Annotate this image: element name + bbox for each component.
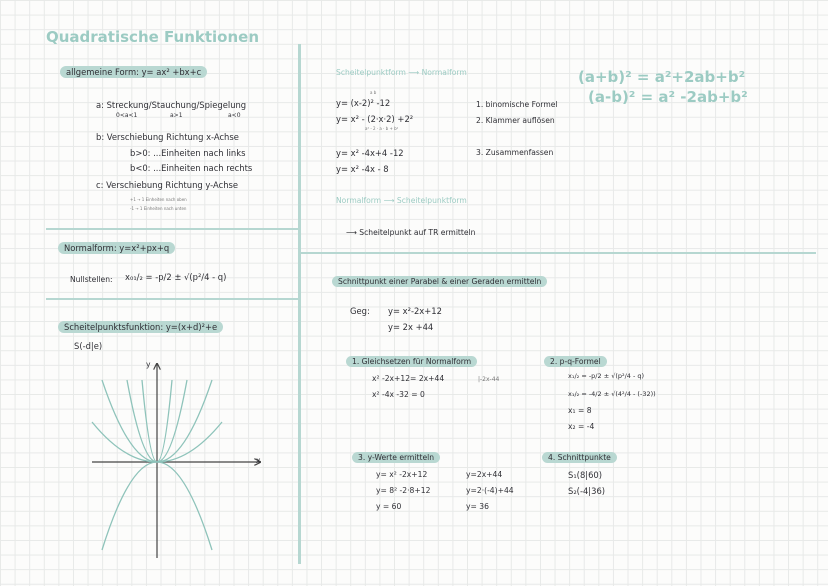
- eq3: y= x² -4x+4 -12: [336, 148, 404, 158]
- y-left-3: y = 60: [376, 502, 402, 511]
- c-note-2: -1 → 1 Einheiten nach unten: [130, 206, 187, 211]
- step-1: 1. binomische Formel: [476, 100, 558, 109]
- normal-form-label: Normalform: y=x²+px+q: [58, 242, 175, 254]
- heading-normal-to-vertex: Normalform ⟶ Scheitelpunktform: [336, 196, 467, 205]
- a-range-1: 0<a<1: [116, 112, 138, 119]
- binom-1: (a+b)² = a²+2ab+b²: [578, 68, 746, 86]
- step-equate-note: |-2x-44: [478, 376, 500, 383]
- b-neg: b<0: ...Einheiten nach rechts: [130, 163, 253, 173]
- binom-2: (a-b)² = a² -2ab+b²: [588, 88, 748, 106]
- pq-row-4: x₂ = -4: [568, 422, 595, 431]
- step-y-label: 3. y-Werte ermitteln: [352, 452, 440, 463]
- b-line: b: Verschiebung Richtung x-Achse: [96, 132, 239, 142]
- y-left-1: y= x² -2x+12: [376, 470, 428, 479]
- general-form-label: allgemeine Form: y= ax² +bx+c: [60, 66, 207, 78]
- pq-row-1: x₁/₂ = -p/2 ± √(p²/4 - q): [568, 372, 645, 380]
- eq1-marks: a b: [370, 90, 377, 95]
- step-equate-label: 1. Gleichsetzen für Normalform: [346, 356, 477, 367]
- c-note-1: +1 → 1 Einheiten nach oben: [130, 197, 187, 202]
- y-right-1: y=2x+44: [466, 470, 503, 479]
- step-pq-label: 2. p-q-Formel: [544, 356, 607, 367]
- point-2: S₂(-4|36): [568, 486, 606, 496]
- eq1: y= (x-2)² -12: [336, 98, 391, 108]
- vertical-divider: [298, 44, 301, 564]
- nullstellen-label: Nullstellen:: [70, 275, 113, 284]
- a-range-2: a>1: [170, 112, 183, 119]
- step-2: 2. Klammer auflösen: [476, 116, 555, 125]
- y-left-2: y= 8² -2·8+12: [376, 486, 431, 495]
- x-axis-label: x: [256, 456, 261, 465]
- nullstellen-formula: x₀₁/₂ = -p/2 ± √(p²/4 - q): [125, 272, 227, 282]
- geg-1: y= x²-2x+12: [388, 306, 442, 316]
- step-equate-eq1: x² -2x+12= 2x+44: [372, 374, 445, 383]
- vertex-point: S(-d|e): [74, 341, 103, 351]
- geg-label: Geg:: [350, 306, 370, 316]
- geg-2: y= 2x +44: [388, 322, 434, 332]
- a-line: a: Streckung/Stauchung/Spiegelung: [96, 100, 247, 110]
- eq4: y= x² -4x - 8: [336, 164, 389, 174]
- intersect-heading: Schnittpunkt einer Parabel & einer Geraden ermitteln: [332, 276, 547, 287]
- y-right-2: y=2·(-4)+44: [466, 486, 514, 495]
- vertex-form-label: Scheitelpunktsfunktion: y=(x+d)²+e: [58, 321, 223, 333]
- eq2-marks: a² - 2 · a · b + b²: [365, 126, 399, 131]
- y-axis-label: y: [146, 360, 151, 369]
- c-line: c: Verschiebung Richtung y-Achse: [96, 180, 239, 190]
- a-range-3: a<0: [228, 112, 241, 119]
- parabola-graph: [90, 360, 270, 560]
- point-1: S₁(8|60): [568, 470, 603, 480]
- eq2: y= x² - (2·x·2) +2²: [336, 114, 414, 124]
- tr-note: ⟶ Scheitelpunkt auf TR ermitteln: [346, 228, 476, 237]
- page-title: Quadratische Funktionen: [46, 28, 259, 46]
- divider-left-1: [46, 228, 298, 230]
- pq-row-3: x₁ = 8: [568, 406, 592, 415]
- step-3: 3. Zusammenfassen: [476, 148, 554, 157]
- pq-row-2: x₁/₂ = -4/2 ± √(4²/4 - (-32)): [568, 390, 656, 398]
- heading-vertex-to-normal: Scheitelpunktform ⟶ Normalform: [336, 68, 467, 77]
- divider-right: [300, 252, 816, 254]
- step-equate-eq2: x² -4x -32 = 0: [372, 390, 425, 399]
- b-pos: b>0: ...Einheiten nach links: [130, 148, 246, 158]
- step-points-label: 4. Schnittpunkte: [542, 452, 617, 463]
- divider-left-2: [46, 298, 298, 300]
- y-right-3: y= 36: [466, 502, 489, 511]
